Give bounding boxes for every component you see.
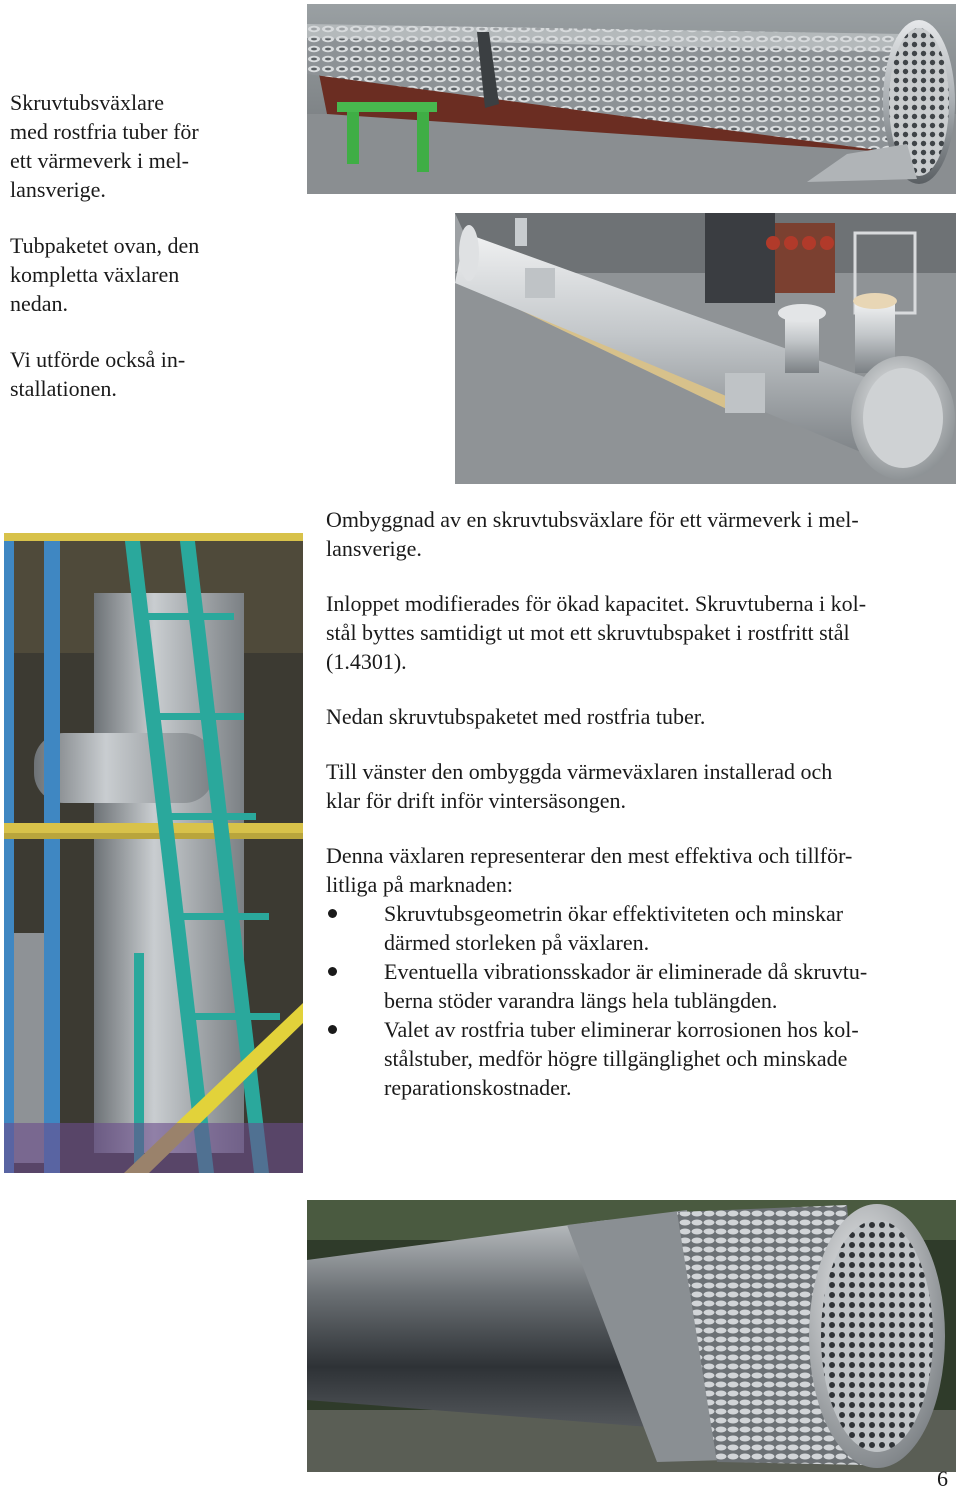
text-line: Nedan skruvtubspaketet med rostfria tuber. <box>326 704 706 729</box>
text-line: stål byttes samtidigt ut mot ett skruvtubspaket i rostfritt stål <box>326 620 850 645</box>
tube-bundle-photo <box>307 4 956 194</box>
list-item <box>326 899 946 957</box>
main-text <box>326 505 946 1102</box>
paragraph <box>326 702 946 731</box>
text-line: Till vänster den ombyggda värmeväxlaren installerad och <box>326 759 833 784</box>
text-line: klar för drift inför vintersäsongen. <box>326 788 626 813</box>
text-line: Denna växlaren representerar den mest effektiva och tillför- <box>326 843 853 868</box>
feature-list <box>326 899 946 1102</box>
bullet-icon <box>328 967 337 976</box>
text-line: (1.4301). <box>326 649 407 674</box>
bullet-icon <box>328 909 337 918</box>
complete-exchanger-photo <box>455 213 956 484</box>
paragraph <box>326 757 946 815</box>
text-line: Skruvtubsgeometrin ökar effektiviteten och minskar <box>384 901 844 926</box>
text-line: Valet av rostfria tuber eliminerar korrosionen hos kol- <box>384 1017 859 1042</box>
page-number: 6 <box>937 1466 948 1491</box>
caption-line: stallationen. <box>10 376 117 401</box>
paragraph <box>326 841 946 899</box>
caption-line: nedan. <box>10 291 69 316</box>
text-line: litliga på marknaden: <box>326 872 513 897</box>
caption-line: Tubpaketet ovan, den <box>10 233 200 258</box>
caption-line: med rostfria tuber för <box>10 119 199 144</box>
text-line: Inloppet modifierades för ökad kapacitet. Skruvtuberna i kol- <box>326 591 867 616</box>
text-line: därmed storleken på växlaren. <box>384 930 650 955</box>
paragraph <box>326 505 946 563</box>
text-line: Ombyggnad av en skruvtubsväxlare för ett värmeverk i mel- <box>326 507 859 532</box>
text-line: stålstuber, medför högre tillgänglighet och minskade <box>384 1046 848 1071</box>
list-item <box>326 1015 946 1102</box>
installed-exchanger-photo <box>4 533 303 1173</box>
text-line: lansverige. <box>326 536 422 561</box>
paragraph <box>326 589 946 676</box>
list-item <box>326 957 946 1015</box>
caption-line: lansverige. <box>10 177 106 202</box>
stainless-tube-bundle-photo <box>307 1200 956 1472</box>
caption-line: ett värmeverk i mel- <box>10 148 189 173</box>
left-caption <box>10 88 280 403</box>
caption-line: kompletta växlaren <box>10 262 180 287</box>
text-line: reparationskostnader. <box>384 1075 572 1100</box>
caption-line: Skruvtubsväxlare <box>10 90 164 115</box>
bullet-icon <box>328 1025 337 1034</box>
text-line: Eventuella vibrationsskador är eliminerade då skruvtu- <box>384 959 868 984</box>
text-line: berna stöder varandra längs hela tublängden. <box>384 988 778 1013</box>
caption-line: Vi utförde också in- <box>10 347 186 372</box>
